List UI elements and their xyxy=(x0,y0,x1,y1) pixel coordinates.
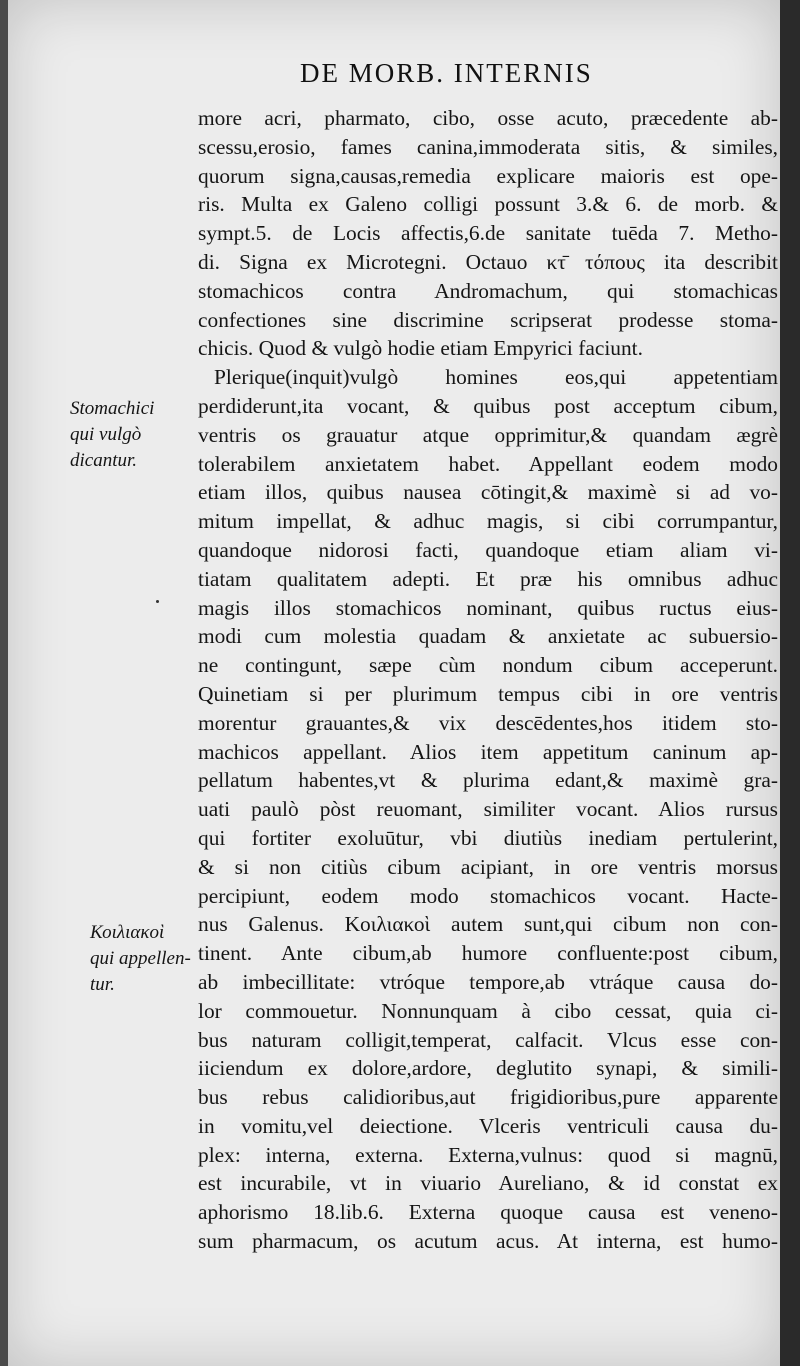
text-line: qui fortiter exoluūtur, vbi diutiùs inediam pertulerint, xyxy=(198,825,778,850)
margin-note-line: dicantur. xyxy=(70,450,138,471)
text-line: modi cum molestia quadam & anxietate ac subuersio- xyxy=(198,624,778,649)
text-line: Quinetiam si per plurimum tempus cibi in ore ventris xyxy=(198,681,778,706)
text-line: lor commouetur. Nonnunquam à cibo cessat, quia ci- xyxy=(198,998,778,1023)
text-line: sympt.5. de Locis affectis,6.de sanitate tuēda 7. Metho- xyxy=(198,221,778,246)
text-line: etiam illos, quibus nausea cōtingit,& maximè si ad vo- xyxy=(198,480,778,505)
text-line: confectiones sine discrimine scripserat prodesse stoma- xyxy=(198,307,778,332)
text-line: bus rebus calidioribus,aut frigidioribus,pure apparente xyxy=(198,1085,778,1110)
text-line: magis illos stomachicos nominant, quibus ructus eius- xyxy=(198,595,778,620)
book-page xyxy=(8,0,780,1366)
text-line: est incurabile, vt in viuario Aureliano, & id constat ex xyxy=(198,1171,778,1196)
ink-speck xyxy=(156,600,159,603)
text-line: perdiderunt,ita vocant, & quibus post acceptum cibum, xyxy=(198,393,778,418)
text-line: plex: interna, externa. Externa,vulnus: quod si magnū, xyxy=(198,1142,778,1167)
text-line: more acri, pharmato, cibo, osse acuto, præcedente ab- xyxy=(198,106,778,130)
margin-note-line: Κοιλιακοὶ xyxy=(90,922,165,943)
text-line: nus Galenus. Κοιλιακοὶ autem sunt,qui cibum non con- xyxy=(198,912,778,937)
margin-note-line: qui appellen- xyxy=(90,948,191,969)
text-line: quandoque nidorosi facti, quandoque etiam aliam vi- xyxy=(198,537,778,562)
text-line: pellatum habentes,vt & plurima edant,& maximè gra- xyxy=(198,768,778,793)
text-line: tinent. Ante cibum,ab humore confluente:post cibum, xyxy=(198,941,778,966)
text-line: tiatam qualitatem adepti. Et præ his omnibus adhuc xyxy=(198,566,778,591)
text-line: Plerique(inquit)vulgò homines eos,qui appetentiam xyxy=(214,365,778,390)
page-gutter-shadow xyxy=(0,0,8,1366)
facing-page-edge xyxy=(780,0,800,1366)
text-line: ne contingunt, sæpe cùm nondum cibum acceperunt. xyxy=(198,653,778,678)
margin-note-line: qui vulgò xyxy=(70,424,142,445)
text-line: uati paulò pòst reuomant, similiter vocant. Alios rursus xyxy=(198,797,778,822)
text-line: machicos appellant. Alios item appetitum caninum ap- xyxy=(198,739,778,764)
text-line: in vomitu,vel deiectione. Vlceris ventriculi causa du- xyxy=(198,1113,778,1138)
text-line: ventris os grauatur atque opprimitur,& quandam ægrè xyxy=(198,422,778,447)
text-line: ris. Multa ex Galeno colligi possunt 3.& 6. de morb. & xyxy=(198,192,778,217)
text-line: & si non citiùs cibum acipiant, in ore ventris morsus xyxy=(198,854,778,879)
main-text-block xyxy=(198,104,778,1256)
margin-note-line: tur. xyxy=(90,974,115,995)
text-line: scessu,erosio, fames canina,immoderata sitis, & similes, xyxy=(198,134,778,159)
text-line: aphorismo 18.lib.6. Externa quoque causa est veneno- xyxy=(198,1200,778,1225)
text-line: ab imbecillitate: vtróque tempore,ab vtráque causa do- xyxy=(198,969,778,994)
text-line: stomachicos contra Andromachum, qui stomachicas xyxy=(198,278,778,303)
text-line: percipiunt, eodem modo stomachicos vocant. Hacte- xyxy=(198,883,778,908)
text-line: tolerabilem anxietatem habet. Appellant eodem modo xyxy=(198,451,778,476)
running-head: DE MORB. INTERNIS xyxy=(300,58,593,88)
text-line: mitum impellat, & adhuc magis, si cibi corrumpantur, xyxy=(198,509,778,534)
text-line: morentur grauantes,& vix descēdentes,hos itidem sto- xyxy=(198,710,778,735)
margin-note-line: Stomachici xyxy=(70,398,155,419)
text-line: chicis. Quod & vulgò hodie etiam Empyrici faciunt. xyxy=(198,336,643,361)
text-line: quorum signa,causas,remedia explicare maioris est ope- xyxy=(198,163,778,188)
text-line: iiciendum ex dolore,ardore, deglutito synapi, & simili- xyxy=(198,1056,778,1081)
margin-note-stomachici xyxy=(70,396,202,474)
text-line: bus naturam colligit,temperat, calfacit. Vlcus esse con- xyxy=(198,1027,778,1052)
text-line: di. Signa ex Microtegni. Octauo κτ̄ τόπους ita describit xyxy=(198,249,778,274)
text-line: sum pharmacum, os acutum acus. At interna, est humo- xyxy=(198,1229,778,1254)
